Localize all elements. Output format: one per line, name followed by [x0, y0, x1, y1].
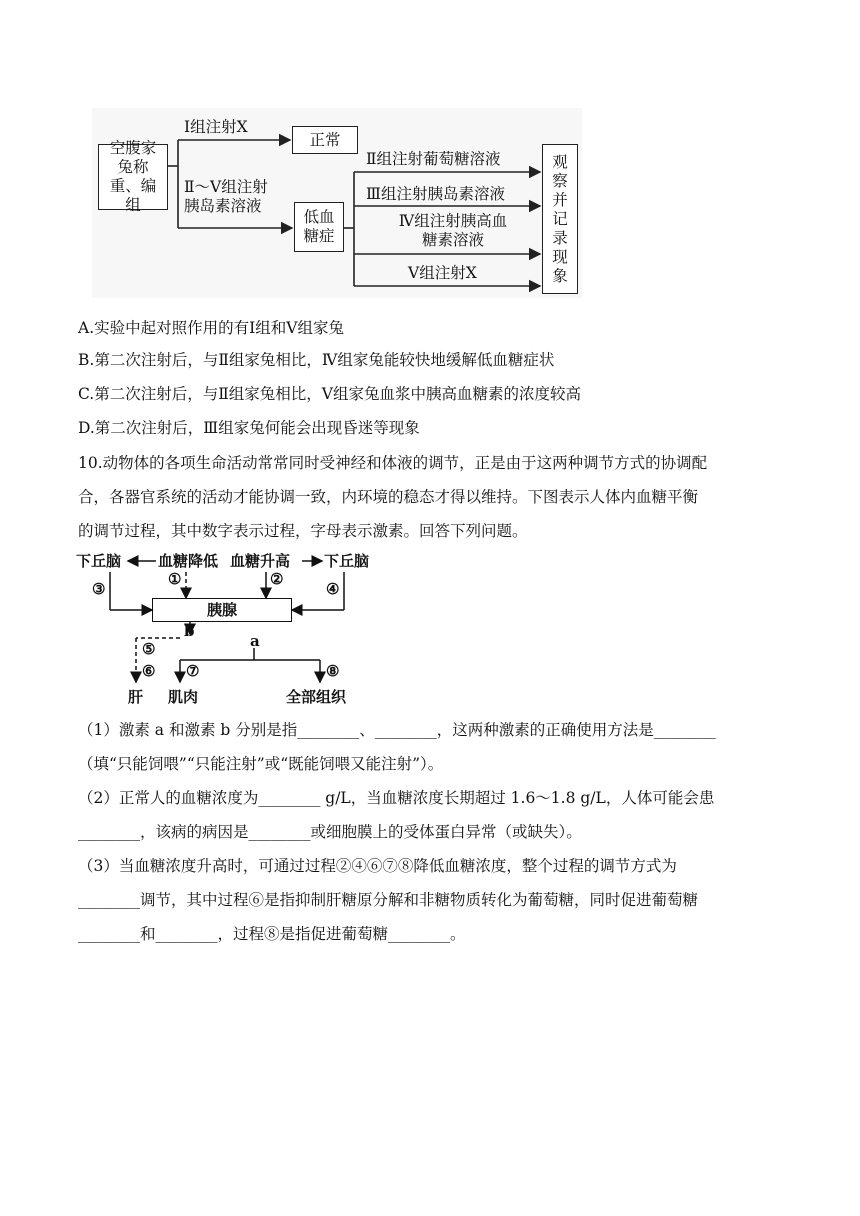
observe-box: 观察并记录现象	[542, 144, 578, 294]
step-7: ⑦	[186, 662, 200, 680]
group3-label: Ⅲ组注射胰岛素溶液	[366, 185, 505, 203]
hormone-a: a	[250, 632, 260, 650]
option-b: B.第二次注射后，与Ⅱ组家兔相比，Ⅳ组家兔能较快地缓解低血糖症状	[78, 351, 555, 369]
q2-line1: （2）正常人的血糖浓度为________ g/L，当血糖浓度长期超过 1.6～1.8 g/L，人体可能会患	[78, 789, 715, 807]
glucose-regulation-diagram	[76, 550, 376, 710]
start-box: 空腹家兔称重、编组	[98, 144, 168, 210]
q1-line2: （填“只能饲喂”“只能注射”或“既能饲喂又能注射”）。	[78, 755, 444, 773]
experiment-flow-diagram	[92, 108, 582, 298]
step-6: ⑥	[142, 662, 156, 680]
glucose-low-label: 血糖降低	[158, 552, 219, 570]
q10-intro-line2: 合，各器官系统的活动才能协调一致，内环境的稳态才得以维持。下图表示人体内血糖平衡	[78, 488, 699, 506]
hypothalamus-left: 下丘脑	[76, 552, 122, 570]
step-5: ⑤	[142, 640, 156, 658]
group4-label: Ⅳ组注射胰高血糖素溶液	[398, 212, 508, 249]
q1-line1: （1）激素 a 和激素 b 分别是指________、________，这两种激素的正确使用方法是________	[78, 721, 716, 739]
step-1: ①	[168, 570, 182, 588]
groups2-5-label: Ⅱ～Ⅴ组注射胰岛素溶液	[184, 178, 268, 215]
pancreas-label: 胰腺	[206, 601, 237, 619]
all-tissue-label: 全部组织	[286, 688, 347, 706]
q3-line1: （3）当血糖浓度升高时，可通过过程②④⑥⑦⑧降低血糖浓度，整个过程的调节方式为	[78, 857, 677, 875]
muscle-label: 肌肉	[168, 688, 199, 706]
q10-intro-line3: 的调节过程，其中数字表示过程，字母表示激素。回答下列问题。	[78, 522, 528, 540]
liver-label: 肝	[128, 688, 144, 706]
pancreas-box	[152, 598, 292, 622]
group1-label: Ⅰ组注射X	[184, 118, 248, 136]
glucose-high-label: 血糖升高	[230, 552, 291, 570]
hormone-b: b	[184, 622, 195, 640]
step-4: ④	[326, 580, 340, 598]
hypoglycemia-box: 低血糖症	[294, 202, 344, 252]
group2-label: Ⅱ组注射葡萄糖溶液	[366, 150, 501, 168]
step-3: ③	[92, 580, 106, 598]
q2-line2: ________，该病的病因是________或细胞膜上的受体蛋白异常（或缺失）。	[78, 823, 582, 841]
option-c: C.第二次注射后，与Ⅱ组家兔相比，Ⅴ组家兔血浆中胰高血糖素的浓度较高	[78, 385, 581, 403]
step-2: ②	[270, 570, 284, 588]
hypothalamus-right: 下丘脑	[324, 552, 370, 570]
q3-line2: ________调节，其中过程⑥是指抑制肝糖原分解和非糖物质转化为葡萄糖，同时促进葡萄糖	[78, 891, 699, 909]
step-8: ⑧	[326, 662, 340, 680]
option-d: D.第二次注射后，Ⅲ组家兔何能会出现昏迷等现象	[78, 419, 420, 437]
normal-box: 正常	[292, 126, 358, 154]
q3-line3: ________和________，过程⑧是指促进葡萄糖________。	[78, 925, 466, 943]
q10-intro-line1: 10.动物体的各项生命活动常常同时受神经和体液的调节，正是由于这两种调节方式的协调配	[78, 454, 708, 472]
option-a: A.实验中起对照作用的有Ⅰ组和Ⅴ组家兔	[78, 319, 344, 337]
group5-label: Ⅴ组注射X	[408, 264, 477, 282]
